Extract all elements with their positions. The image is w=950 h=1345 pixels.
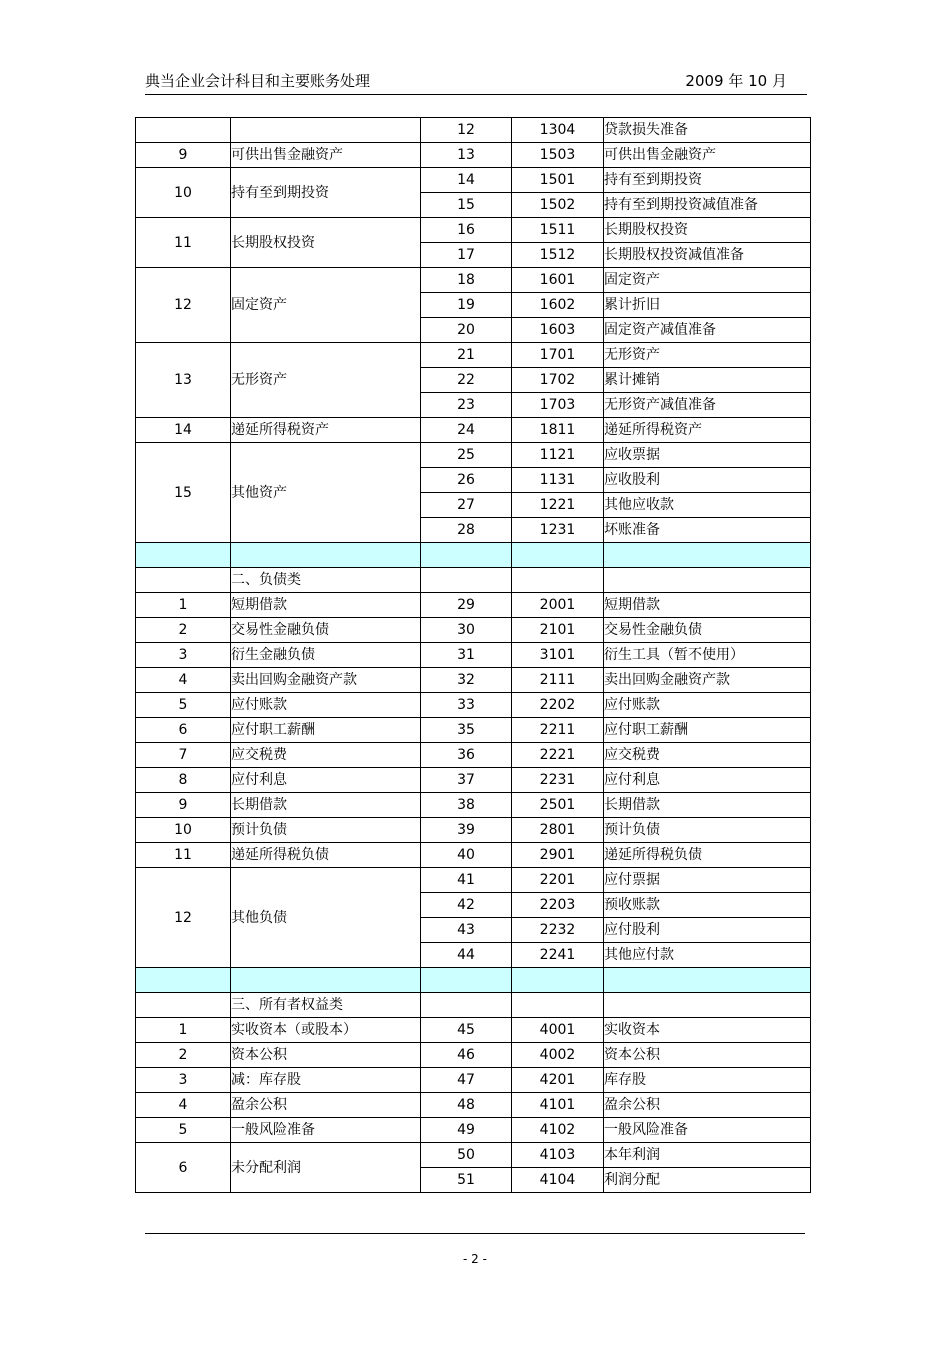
account-name-cell: 固定资产 — [604, 268, 811, 293]
primary-number-cell: 5 — [136, 1118, 231, 1143]
account-code-cell — [512, 968, 604, 993]
primary-name-cell: 其他资产 — [231, 443, 421, 543]
primary-number-cell: 4 — [136, 1093, 231, 1118]
account-code-cell: 2201 — [512, 868, 604, 893]
primary-name-cell — [231, 543, 421, 568]
sequence-cell: 20 — [421, 318, 512, 343]
sequence-cell: 38 — [421, 793, 512, 818]
primary-name-cell: 交易性金融负债 — [231, 618, 421, 643]
primary-name-cell: 其他负债 — [231, 868, 421, 968]
sequence-cell: 40 — [421, 843, 512, 868]
account-code-cell: 2801 — [512, 818, 604, 843]
account-name-cell: 预收账款 — [604, 893, 811, 918]
primary-number-cell — [136, 568, 231, 593]
account-name-cell — [604, 993, 811, 1018]
sequence-cell — [421, 993, 512, 1018]
sequence-cell — [421, 568, 512, 593]
account-code-cell: 4002 — [512, 1043, 604, 1068]
account-name-cell: 交易性金融负债 — [604, 618, 811, 643]
account-code-cell: 2241 — [512, 943, 604, 968]
sequence-cell: 12 — [421, 118, 512, 143]
primary-number-cell: 7 — [136, 743, 231, 768]
table-row — [136, 1093, 811, 1118]
page-number: - 2 - — [463, 1252, 487, 1266]
primary-number-cell: 4 — [136, 668, 231, 693]
account-name-cell: 递延所得税负债 — [604, 843, 811, 868]
primary-number-cell: 1 — [136, 1018, 231, 1043]
table-row — [136, 643, 811, 668]
sequence-cell: 48 — [421, 1093, 512, 1118]
table-row — [136, 1068, 811, 1093]
account-name-cell: 预计负债 — [604, 818, 811, 843]
sequence-cell: 23 — [421, 393, 512, 418]
sequence-cell: 13 — [421, 143, 512, 168]
primary-name-cell: 资本公积 — [231, 1043, 421, 1068]
account-name-cell: 固定资产减值准备 — [604, 318, 811, 343]
account-code-cell — [512, 993, 604, 1018]
table-row — [136, 668, 811, 693]
primary-number-cell: 1 — [136, 593, 231, 618]
sequence-cell: 39 — [421, 818, 512, 843]
primary-name-cell: 应付职工薪酬 — [231, 718, 421, 743]
table-row — [136, 868, 811, 893]
account-code-cell — [512, 543, 604, 568]
primary-name-cell — [231, 968, 421, 993]
account-code-cell: 1304 — [512, 118, 604, 143]
account-code-cell: 1502 — [512, 193, 604, 218]
account-name-cell: 一般风险准备 — [604, 1118, 811, 1143]
account-code-cell: 2001 — [512, 593, 604, 618]
account-code-cell: 2202 — [512, 693, 604, 718]
primary-number-cell: 2 — [136, 1043, 231, 1068]
primary-number-cell: 3 — [136, 1068, 231, 1093]
sequence-cell: 14 — [421, 168, 512, 193]
account-name-cell: 无形资产减值准备 — [604, 393, 811, 418]
table-row — [136, 418, 811, 443]
sequence-cell: 44 — [421, 943, 512, 968]
account-code-cell: 2101 — [512, 618, 604, 643]
account-code-cell: 4101 — [512, 1093, 604, 1118]
table-row — [136, 1143, 811, 1168]
sequence-cell: 21 — [421, 343, 512, 368]
table-row — [136, 143, 811, 168]
primary-name-cell — [231, 118, 421, 143]
table-row — [136, 818, 811, 843]
sequence-cell: 16 — [421, 218, 512, 243]
account-name-cell: 应收股利 — [604, 468, 811, 493]
sequence-cell: 49 — [421, 1118, 512, 1143]
account-code-cell: 1702 — [512, 368, 604, 393]
primary-name-cell: 持有至到期投资 — [231, 168, 421, 218]
account-name-cell: 长期借款 — [604, 793, 811, 818]
primary-number-cell — [136, 118, 231, 143]
account-name-cell: 应付股利 — [604, 918, 811, 943]
primary-name-cell: 递延所得税资产 — [231, 418, 421, 443]
table-row — [136, 218, 811, 243]
account-name-cell: 应交税费 — [604, 743, 811, 768]
account-code-cell: 4104 — [512, 1168, 604, 1193]
primary-number-cell: 10 — [136, 818, 231, 843]
account-code-cell: 1501 — [512, 168, 604, 193]
account-name-cell: 其他应收款 — [604, 493, 811, 518]
table-row — [136, 1043, 811, 1068]
sequence-cell: 32 — [421, 668, 512, 693]
primary-number-cell: 8 — [136, 768, 231, 793]
sequence-cell: 15 — [421, 193, 512, 218]
primary-number-cell: 2 — [136, 618, 231, 643]
sequence-cell: 27 — [421, 493, 512, 518]
sequence-cell: 31 — [421, 643, 512, 668]
account-code-cell: 4103 — [512, 1143, 604, 1168]
primary-number-cell: 6 — [136, 718, 231, 743]
primary-name-cell: 实收资本（或股本） — [231, 1018, 421, 1043]
account-code-cell: 1231 — [512, 518, 604, 543]
account-code-cell: 3101 — [512, 643, 604, 668]
sequence-cell: 45 — [421, 1018, 512, 1043]
account-code-cell: 1811 — [512, 418, 604, 443]
primary-number-cell: 10 — [136, 168, 231, 218]
footer-rule — [145, 1233, 805, 1234]
primary-number-cell: 12 — [136, 868, 231, 968]
account-code-cell: 2221 — [512, 743, 604, 768]
account-code-cell: 2211 — [512, 718, 604, 743]
sequence-cell: 47 — [421, 1068, 512, 1093]
table-row — [136, 343, 811, 368]
table-row — [136, 168, 811, 193]
primary-number-cell: 3 — [136, 643, 231, 668]
primary-name-cell: 盈余公积 — [231, 1093, 421, 1118]
account-name-cell: 无形资产 — [604, 343, 811, 368]
primary-name-cell: 短期借款 — [231, 593, 421, 618]
table-row — [136, 843, 811, 868]
account-name-cell — [604, 968, 811, 993]
sequence-cell: 41 — [421, 868, 512, 893]
account-code-cell: 1511 — [512, 218, 604, 243]
section-title-equity: 三、所有者权益类 — [231, 993, 421, 1018]
primary-number-cell — [136, 543, 231, 568]
primary-number-cell: 6 — [136, 1143, 231, 1193]
primary-name-cell: 衍生金融负债 — [231, 643, 421, 668]
account-name-cell: 应付票据 — [604, 868, 811, 893]
account-name-cell: 持有至到期投资减值准备 — [604, 193, 811, 218]
sequence-cell — [421, 968, 512, 993]
primary-name-cell: 一般风险准备 — [231, 1118, 421, 1143]
account-code-cell: 2111 — [512, 668, 604, 693]
primary-name-cell: 应交税费 — [231, 743, 421, 768]
primary-number-cell — [136, 968, 231, 993]
account-code-cell — [512, 568, 604, 593]
account-name-cell: 应收票据 — [604, 443, 811, 468]
sequence-cell: 22 — [421, 368, 512, 393]
primary-number-cell: 9 — [136, 143, 231, 168]
sequence-cell: 19 — [421, 293, 512, 318]
account-name-cell: 本年利润 — [604, 1143, 811, 1168]
sequence-cell: 46 — [421, 1043, 512, 1068]
separator-row — [136, 543, 811, 568]
account-code-cell: 4201 — [512, 1068, 604, 1093]
table-row — [136, 1018, 811, 1043]
sequence-cell: 17 — [421, 243, 512, 268]
primary-name-cell: 预计负债 — [231, 818, 421, 843]
table-row — [136, 693, 811, 718]
account-name-cell: 贷款损失准备 — [604, 118, 811, 143]
primary-number-cell: 14 — [136, 418, 231, 443]
table-row — [136, 443, 811, 468]
section-title-liabilities: 二、负债类 — [231, 568, 421, 593]
table-row — [136, 793, 811, 818]
account-code-cell: 1131 — [512, 468, 604, 493]
account-name-cell: 实收资本 — [604, 1018, 811, 1043]
document-title: 典当企业会计科目和主要账务处理 — [145, 72, 371, 90]
sequence-cell: 18 — [421, 268, 512, 293]
primary-name-cell: 可供出售金融资产 — [231, 143, 421, 168]
sequence-cell: 28 — [421, 518, 512, 543]
page-header — [145, 64, 807, 95]
sequence-cell: 30 — [421, 618, 512, 643]
account-code-cell: 1603 — [512, 318, 604, 343]
primary-number-cell: 15 — [136, 443, 231, 543]
sequence-cell: 24 — [421, 418, 512, 443]
primary-name-cell: 应付利息 — [231, 768, 421, 793]
account-name-cell: 持有至到期投资 — [604, 168, 811, 193]
sequence-cell: 35 — [421, 718, 512, 743]
account-name-cell — [604, 568, 811, 593]
accounts-table — [135, 117, 811, 1193]
primary-name-cell: 减：库存股 — [231, 1068, 421, 1093]
sequence-cell: 37 — [421, 768, 512, 793]
account-name-cell: 资本公积 — [604, 1043, 811, 1068]
primary-name-cell: 无形资产 — [231, 343, 421, 418]
account-name-cell: 其他应付款 — [604, 943, 811, 968]
sequence-cell: 51 — [421, 1168, 512, 1193]
account-name-cell: 应付利息 — [604, 768, 811, 793]
primary-name-cell: 递延所得税负债 — [231, 843, 421, 868]
sequence-cell: 42 — [421, 893, 512, 918]
account-name-cell: 累计折旧 — [604, 293, 811, 318]
account-code-cell: 4102 — [512, 1118, 604, 1143]
primary-name-cell: 长期股权投资 — [231, 218, 421, 268]
account-name-cell: 利润分配 — [604, 1168, 811, 1193]
account-code-cell: 1503 — [512, 143, 604, 168]
table-row — [136, 618, 811, 643]
primary-number-cell — [136, 993, 231, 1018]
account-name-cell — [604, 543, 811, 568]
sequence-cell — [421, 543, 512, 568]
account-name-cell: 卖出回购金融资产款 — [604, 668, 811, 693]
primary-number-cell: 13 — [136, 343, 231, 418]
account-code-cell: 1602 — [512, 293, 604, 318]
table-row — [136, 593, 811, 618]
primary-number-cell: 11 — [136, 843, 231, 868]
table-row — [136, 118, 811, 143]
account-code-cell: 1221 — [512, 493, 604, 518]
primary-name-cell: 卖出回购金融资产款 — [231, 668, 421, 693]
account-name-cell: 衍生工具（暂不使用） — [604, 643, 811, 668]
account-code-cell: 2203 — [512, 893, 604, 918]
separator-row — [136, 968, 811, 993]
sequence-cell: 33 — [421, 693, 512, 718]
document-date: 2009 年 10 月 — [685, 72, 787, 90]
table-row — [136, 743, 811, 768]
sequence-cell: 26 — [421, 468, 512, 493]
account-code-cell: 2232 — [512, 918, 604, 943]
account-code-cell: 1701 — [512, 343, 604, 368]
primary-name-cell: 长期借款 — [231, 793, 421, 818]
account-code-cell: 1601 — [512, 268, 604, 293]
account-code-cell: 2231 — [512, 768, 604, 793]
account-code-cell: 2501 — [512, 793, 604, 818]
account-name-cell: 累计摊销 — [604, 368, 811, 393]
account-code-cell: 4001 — [512, 1018, 604, 1043]
account-name-cell: 盈余公积 — [604, 1093, 811, 1118]
section-header-row — [136, 993, 811, 1018]
account-name-cell: 应付账款 — [604, 693, 811, 718]
primary-number-cell: 11 — [136, 218, 231, 268]
table-row — [136, 768, 811, 793]
table-row — [136, 1118, 811, 1143]
account-code-cell: 1121 — [512, 443, 604, 468]
table-row — [136, 268, 811, 293]
primary-number-cell: 9 — [136, 793, 231, 818]
account-code-cell: 1512 — [512, 243, 604, 268]
primary-number-cell: 12 — [136, 268, 231, 343]
sequence-cell: 29 — [421, 593, 512, 618]
sequence-cell: 43 — [421, 918, 512, 943]
account-name-cell: 坏账准备 — [604, 518, 811, 543]
account-name-cell: 应付职工薪酬 — [604, 718, 811, 743]
account-code-cell: 1703 — [512, 393, 604, 418]
sequence-cell: 50 — [421, 1143, 512, 1168]
sequence-cell: 36 — [421, 743, 512, 768]
sequence-cell: 25 — [421, 443, 512, 468]
primary-name-cell: 未分配利润 — [231, 1143, 421, 1193]
primary-name-cell: 固定资产 — [231, 268, 421, 343]
account-name-cell: 递延所得税资产 — [604, 418, 811, 443]
account-code-cell: 2901 — [512, 843, 604, 868]
account-name-cell: 可供出售金融资产 — [604, 143, 811, 168]
account-name-cell: 长期股权投资 — [604, 218, 811, 243]
section-header-row — [136, 568, 811, 593]
table-row — [136, 718, 811, 743]
account-name-cell: 库存股 — [604, 1068, 811, 1093]
primary-number-cell: 5 — [136, 693, 231, 718]
account-name-cell: 短期借款 — [604, 593, 811, 618]
primary-name-cell: 应付账款 — [231, 693, 421, 718]
account-name-cell: 长期股权投资减值准备 — [604, 243, 811, 268]
